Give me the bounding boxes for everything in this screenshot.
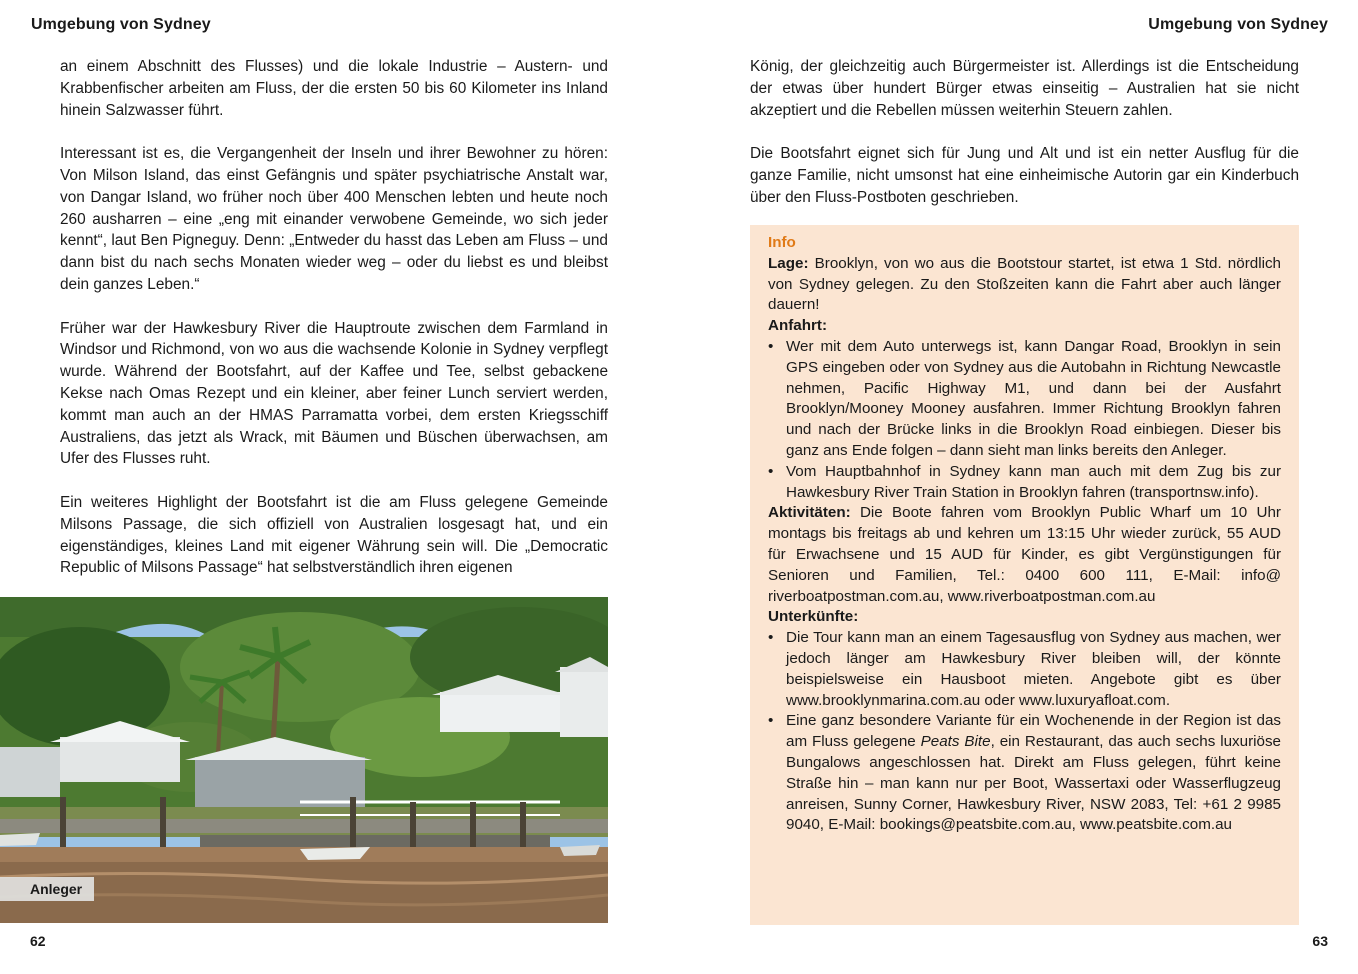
info-accommodation-label: Unterkünfte:: [768, 608, 859, 626]
info-activities-text: Die Boote fahren vom Brooklyn Public Wharf um 10 Uhr montags bis freitags ab und kehren um 13:15 Uhr wieder zurück, 55 AUD für Erwachsene und 15 AUD für Kinder, es gibt Vergünstigungen für Senioren und Familien, Tel.: 0400 600 111, E-Mail: info@​riverboatpostman.com.au, www.riverboatpostman.com.au: [768, 504, 1281, 605]
info-directions-label: Anfahrt:: [768, 317, 828, 335]
right-page: [679, 0, 1358, 974]
info-directions-list: [768, 337, 1281, 503]
paragraph: an einem Abschnitt des Flusses) und die lokale Industrie – Austern- und Krabbenfischer arbeiten am Fluss, der die ersten 50 bis 60 Kilometer ins Inland hinein Salzwasser führt.: [60, 58, 608, 119]
running-header-right: Umgebung von Sydney: [1148, 16, 1328, 33]
list-item-text: Eine ganz besondere Variante für ein Wochenende in der Region ist das am Fluss gelegene: [786, 712, 1281, 751]
landing-stage-photo: [0, 597, 608, 923]
info-location-text: Brooklyn, von wo aus die Bootstour startet, ist etwa 1 Std. nördlich von Sydney gelegen. Zu den Stoßzeiten kann die Fahrt aber auch länger dauern!: [768, 254, 1281, 314]
photo-caption: Anleger: [0, 877, 94, 901]
running-header-left: Umgebung von Sydney: [31, 16, 211, 33]
info-activities-label: Aktivitäten:: [768, 504, 851, 522]
paragraph: Früher war der Hawkesbury River die Hauptroute zwischen dem Farmland in Windsor und Richmond, von wo aus die wachsende Kolonie in Sydney verpflegt wurde. Während der Bootsfahrt, auf der Kaffee und Tee, selbst gebackene Kekse nach Omas Rezept und ein kleiner, aber feiner Lunch serviert werden, kommt man auch an der HMAS Parramatta vorbei, dem ersten Kriegsschiff Australiens, das jetzt als Wrack, mit Bäumen und Büschen überwachsen, am Ufer des Flusses ruht.: [60, 319, 608, 468]
paragraph: Ein weiteres Highlight der Bootsfahrt ist die am Fluss gelegene Gemeinde Milsons Passage, die sich offiziell von Australien losgesagt hat, und ein eigenständiges, kleines Land mit eigener Währung sein will. Die „Democratic Republic of Milsons Passage“ hat selbstverständlich ihren eigenen: [60, 493, 608, 577]
paragraph: Die Bootsfahrt eignet sich für Jung und Alt und ist ein netter Ausflug für die ganze Familie, nicht umsonst hat eine einheimische Autorin gar ein Kinderbuch über den Fluss-Postboten geschrieben.: [750, 145, 1299, 206]
list-item: • Vom Hauptbahnhof in Sydney kann man auch mit dem Zug bis zur Hawkesbury River Train Station in Brooklyn fahren (transportnsw.​info).: [768, 462, 1281, 504]
info-location-label: Lage:: [768, 254, 809, 272]
list-item: • Wer mit dem Auto unterwegs ist, kann Dangar Road, Brooklyn in sein GPS eingeben oder von Sydney aus die Autobahn in Richtung Newcastle nehmen, Pacific Highway M1, und dann bei der Ausfahrt Brooklyn/Mooney Mooney ausfahren. Immer Richtung Brooklyn fahren und nach der Brücke links in die Brooklyn Road einbiegen. Dieser bis ganz ans Ende folgen – dann sieht man links bereits den Anleger.: [768, 337, 1281, 462]
info-activities: [768, 503, 1281, 607]
body-text-left: [60, 56, 608, 601]
page-number-left: 62: [30, 933, 46, 949]
restaurant-name: Peats Bite: [920, 733, 991, 751]
body-text-right: [750, 56, 1299, 230]
info-box: [750, 225, 1299, 925]
info-accommodation-list: [768, 628, 1281, 836]
info-location: [768, 254, 1281, 316]
list-item: • Die Tour kann man an einem Tagesausflug von Sydney aus machen, wer jedoch länger am Hawkesbury River bleiben will, der könnte beispielsweise ein Hausboot mieten. Angebote gibt es über www.brooklynmarina.com.au oder www.luxuryafloat.com.: [768, 628, 1281, 711]
paragraph: Interessant ist es, die Vergangenheit der Inseln und ihrer Bewohner zu hören: Von Milson Island, das einst Gefängnis und später psychiatrische Anstalt war, von Dangar Island, wo früher noch über 400 Menschen lebten und heute noch 260 ausharren – eine „eng mit einander verwobene Gemeinde, wo sich jeder kennt“, laut Ben Pigneguy. Denn: „Entweder du hasst das Leben am Fluss – und dann bist du nach sechs Monaten wieder weg – oder du liebst es und bleibst dein ganzes Leben.“: [60, 145, 608, 293]
list-item: [768, 711, 1281, 836]
info-box-title: Info: [768, 234, 796, 251]
page-number-right: 63: [1312, 933, 1328, 949]
list-item-text: , ein Restaurant, das auch sechs luxuriöse Bungalows angeschlossen hat. Direkt am Fluss gelegen, führt keine Straße hin – man kann nur per Boot, Wassertaxi oder Wasserflugzeug anreisen, Sunny Corner, Hawkesbury River, NSW 2083, Tel: +61 2 9985 9040, E-Mail: bookings@​peatsbite.com.au, www.peatsbite.com.au: [786, 733, 1281, 834]
paragraph: König, der gleichzeitig auch Bürgermeister ist. Allerdings ist die Entscheidung der etwas über hundert Bürger etwas einseitig – Australien hat sie nicht akzeptiert und die Rebellen müssen weiterhin Steuern zahlen.: [750, 58, 1299, 119]
